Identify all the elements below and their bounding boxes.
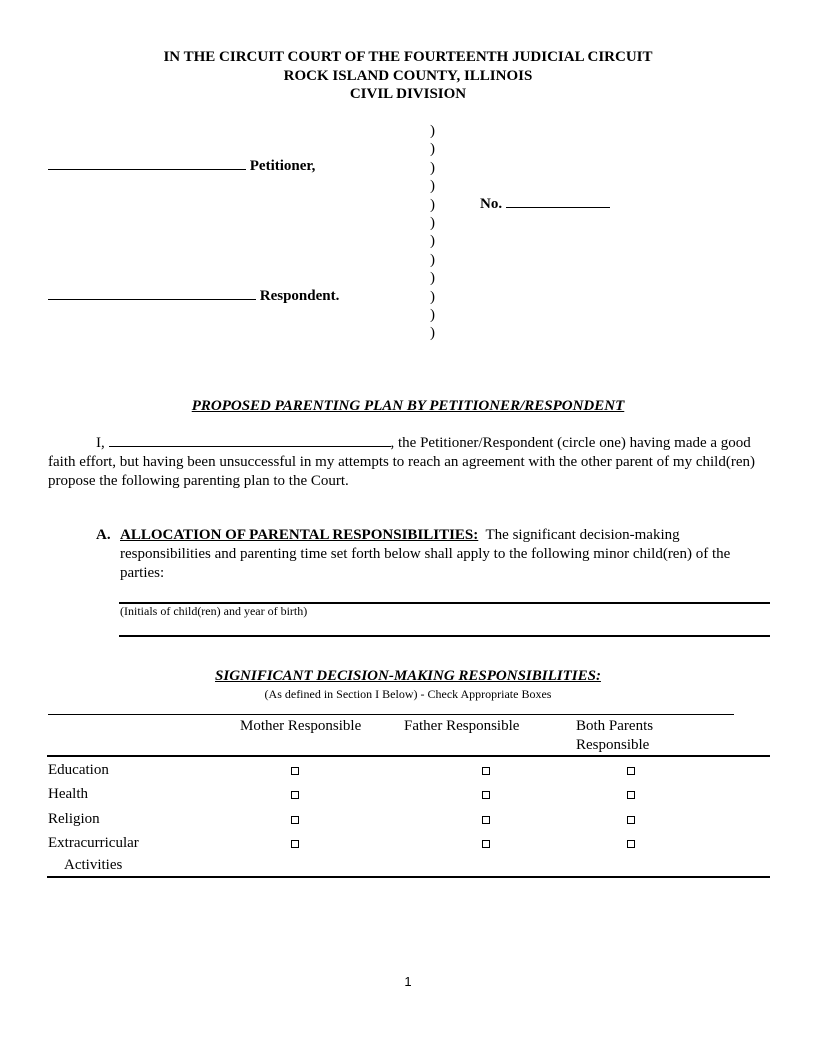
checkbox-health-both[interactable]: [627, 791, 635, 799]
children-caption: (Initials of child(ren) and year of birth): [120, 604, 308, 618]
checkbox-health-father[interactable]: [482, 791, 490, 799]
paren: ): [430, 306, 435, 323]
checkbox-extracurricular-father[interactable]: [482, 840, 490, 848]
row-label-extracurricular-text: Extracurricular Activities: [48, 835, 139, 873]
checkbox-extracurricular-mother[interactable]: [291, 840, 299, 848]
intro-paragraph: [48, 434, 778, 491]
document-title: PROPOSED PARENTING PLAN BY PETITIONER/RESPONDENT: [191, 398, 625, 414]
table-bottom-rule: [47, 876, 770, 878]
checkbox-religion-mother[interactable]: [291, 816, 299, 824]
checkbox-education-father[interactable]: [482, 767, 490, 775]
intro-prefix: I,: [96, 435, 105, 451]
paren: ): [430, 325, 435, 342]
paren: ): [430, 270, 435, 287]
section-a-heading: ALLOCATION OF PARENTAL RESPONSIBILITIES:: [120, 527, 479, 543]
paren: ): [430, 251, 435, 268]
checkbox-education-mother[interactable]: [291, 767, 299, 775]
division-name: CIVIL DIVISION: [349, 86, 467, 102]
caption-parentheses: [430, 122, 435, 343]
court-name: IN THE CIRCUIT COURT OF THE FOURTEENTH JUDICIAL CIRCUIT: [163, 49, 653, 65]
checkbox-religion-both[interactable]: [627, 816, 635, 824]
col-header-mother: Mother Responsible: [240, 718, 362, 734]
page-number: 1: [404, 974, 412, 989]
section-a-text: The significant decision-making responsibilities and parenting time set forth below shall apply to the following minor child(ren) of the parties:: [120, 527, 731, 581]
paren: ): [430, 196, 435, 213]
row-label-health: Health: [48, 786, 88, 802]
paren: ): [430, 141, 435, 158]
children-line-2[interactable]: [119, 635, 770, 637]
col-header-father: Father Responsible: [404, 718, 520, 734]
court-header: [0, 48, 816, 104]
section-a: [96, 526, 756, 583]
decision-making-title: SIGNIFICANT DECISION-MAKING RESPONSIBILITIES:: [215, 668, 601, 684]
paren: ): [430, 214, 435, 231]
petitioner-label: Petitioner,: [249, 158, 316, 174]
row-label-religion: Religion: [48, 811, 100, 827]
intro-text: , the Petitioner/Respondent (circle one) having made a good faith effort, but having been unsuccessful in my attempts to reach an agreement with the other parent of my child(ren) propose the following parenting plan to the Court.: [48, 435, 755, 489]
respondent-name-blank[interactable]: [48, 299, 256, 300]
col-header-both: Both Parents Responsible: [576, 718, 654, 753]
declarant-name-blank[interactable]: [109, 446, 391, 447]
case-number-blank[interactable]: [506, 207, 610, 208]
petitioner-line: [48, 158, 315, 175]
row-label-extracurricular: [48, 832, 158, 876]
section-a-label: A.: [96, 527, 111, 543]
table-top-rule: [48, 714, 734, 715]
checkbox-extracurricular-both[interactable]: [627, 840, 635, 848]
case-number-line: [480, 196, 610, 213]
petitioner-name-blank[interactable]: [48, 169, 246, 170]
paren: ): [430, 233, 435, 250]
paren: ): [430, 159, 435, 176]
checkbox-education-both[interactable]: [627, 767, 635, 775]
respondent-line: [48, 288, 339, 305]
paren: ): [430, 123, 435, 139]
decision-making-subtitle: (As defined in Section I Below) - Check Appropriate Boxes: [264, 687, 552, 701]
checkbox-health-mother[interactable]: [291, 791, 299, 799]
table-header-rule: [47, 755, 770, 757]
checkbox-religion-father[interactable]: [482, 816, 490, 824]
county-name: ROCK ISLAND COUNTY, ILLINOIS: [283, 67, 533, 84]
paren: ): [430, 288, 435, 305]
respondent-label: Respondent.: [259, 288, 340, 304]
paren: ): [430, 178, 435, 195]
row-label-education: Education: [48, 762, 109, 778]
case-number-label: No.: [480, 196, 503, 212]
